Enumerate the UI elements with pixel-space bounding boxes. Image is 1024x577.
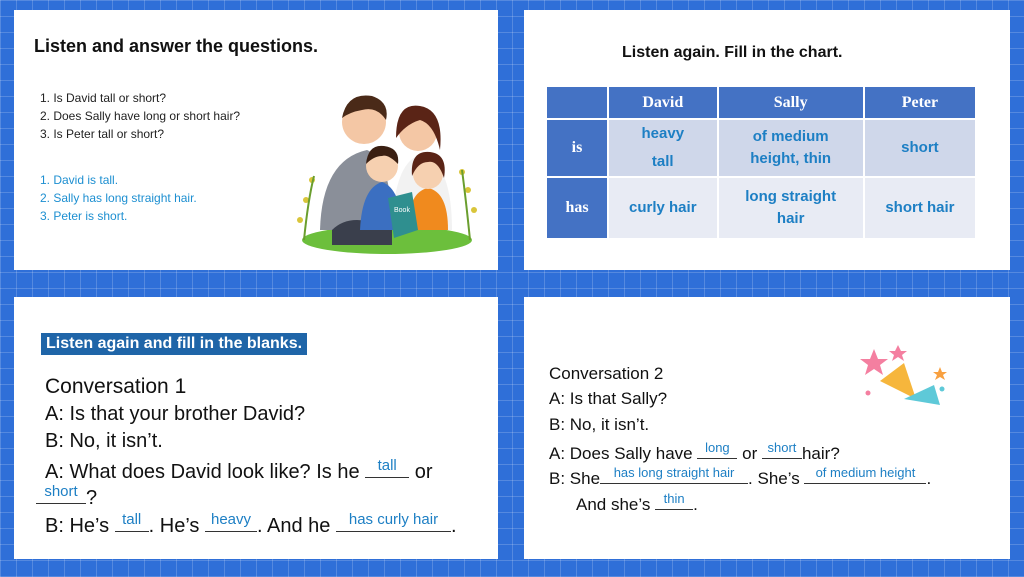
chart-cell (608, 119, 718, 177)
blank-answer: long (705, 440, 730, 455)
cell-text: long straight (745, 188, 837, 205)
chart-cell: curly hair (608, 177, 718, 239)
dialogue-line: A: Is that Sally? (549, 389, 668, 408)
dialogue-text: B: She (549, 469, 601, 488)
row-header: has (546, 177, 608, 239)
dialogue-line (45, 457, 433, 484)
answer-blank (697, 441, 737, 459)
slide-fill-blanks-1 (14, 297, 498, 559)
dialogue-text: A: What does David look like? Is he (45, 461, 360, 483)
chart-cell: short hair (864, 177, 976, 239)
dialogue-text: . (693, 495, 698, 514)
family-reading-illustration (292, 80, 482, 260)
slide-fill-blanks-2 (524, 297, 1010, 559)
answer-blank (336, 511, 451, 532)
answer-blank (115, 511, 149, 532)
blank-answer: short (44, 483, 78, 500)
answer-3: 3. Peter is short. (40, 209, 128, 223)
dialogue-text: hair? (801, 444, 840, 463)
answer-chart (545, 85, 977, 240)
slide-listen-answer (14, 10, 498, 270)
dialogue-line (36, 483, 97, 510)
section-banner: Listen again and fill in the blanks. (41, 333, 307, 355)
question-2: 2. Does Sally have long or short hair? (40, 109, 241, 123)
cell-text: heavy (641, 125, 685, 142)
dialogue-text: . He’s (148, 515, 200, 537)
blank-answer: tall (377, 457, 397, 474)
dialogue-line: B: No, it isn’t. (45, 430, 163, 452)
blank-answer: has curly hair (348, 511, 439, 528)
dialogue-line: A: Is that your brother David? (45, 403, 306, 425)
blank-answer: thin (663, 491, 685, 506)
answer-blank (655, 492, 693, 510)
blank-answer: short (767, 440, 797, 455)
question-3: 3. Is Peter tall or short? (40, 127, 165, 141)
dialogue-line (549, 441, 840, 464)
dialogue-text: . She’s (748, 469, 800, 488)
dialogue-text: or (742, 444, 758, 463)
blank-answer: tall (122, 511, 142, 528)
dialogue-line: B: No, it isn’t. (549, 415, 650, 434)
answer-2: 2. Sally has long straight hair. (40, 191, 197, 205)
answer-1: 1. David is tall. (40, 173, 119, 187)
dialogue-text: . And he (257, 515, 331, 537)
shooting-stars-decoration (854, 341, 954, 419)
answer-blank (600, 466, 748, 484)
answer-blank (762, 441, 802, 459)
answer-blank (804, 466, 926, 484)
slide-fill-chart (524, 10, 1010, 270)
dialogue-line (549, 466, 931, 489)
dialogue-text: or (414, 461, 433, 483)
cell-text: hair (776, 210, 805, 227)
slide-title: Listen and answer the questions. (34, 36, 319, 56)
cell-text: tall (651, 153, 674, 170)
cell-text: of medium (752, 128, 829, 145)
slide-title: Listen again. Fill in the chart. (622, 44, 843, 61)
book-label: Book (394, 207, 410, 214)
dialogue-text: B: He’s (45, 515, 110, 537)
dialogue-text: ? (86, 487, 98, 509)
dialogue-text: And she’s (576, 495, 651, 514)
column-header: Sally (718, 86, 864, 119)
column-header: Peter (864, 86, 976, 119)
conversation-title: Conversation 2 (549, 364, 664, 383)
blank-answer: has long straight hair (613, 465, 735, 480)
conversation-title: Conversation 1 (45, 375, 187, 398)
cell-text: height, thin (750, 150, 832, 167)
blank-answer: heavy (210, 511, 252, 528)
dialogue-line (45, 511, 457, 538)
chart-corner (546, 86, 608, 119)
answer-blank (36, 483, 86, 504)
chart-cell (718, 119, 864, 177)
chart-cell (718, 177, 864, 239)
row-header: is (546, 119, 608, 177)
question-1: 1. Is David tall or short? (40, 91, 167, 105)
dialogue-line (576, 492, 698, 515)
answer-blank (205, 511, 257, 532)
dialogue-text: . (450, 515, 457, 537)
answer-blank (365, 457, 409, 478)
dialogue-text: A: Does Sally have (549, 444, 693, 463)
blank-answer: of medium height (815, 465, 916, 480)
column-header: David (608, 86, 718, 119)
chart-cell: short (864, 119, 976, 177)
dialogue-text: . (926, 469, 932, 488)
